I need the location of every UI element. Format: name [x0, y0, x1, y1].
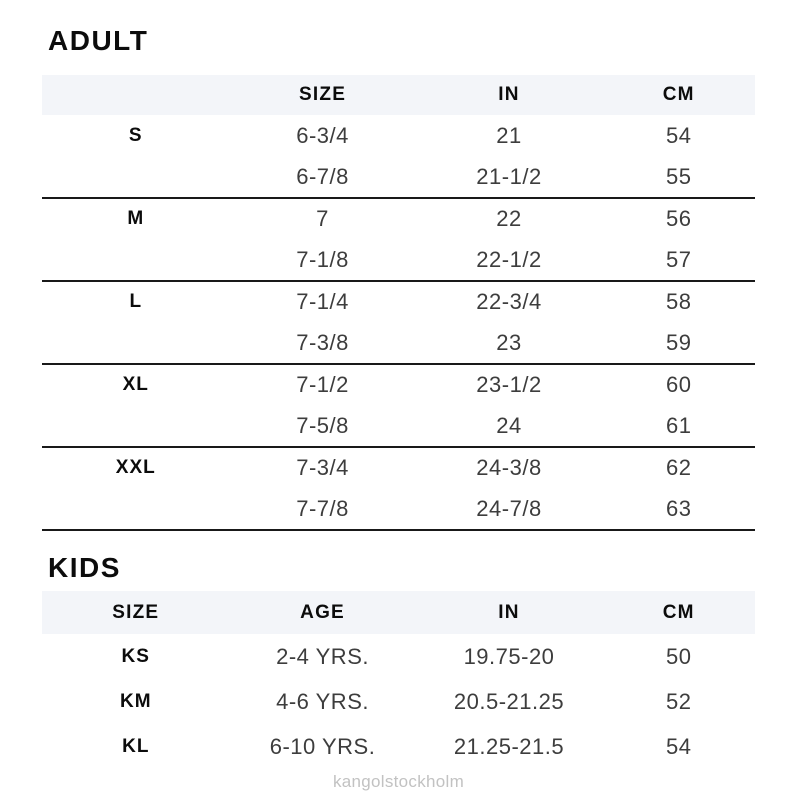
kids-size-label: KS: [121, 645, 150, 667]
table-row: [42, 406, 755, 448]
table-row: [42, 489, 755, 531]
kids-cm-value: 50: [665, 643, 692, 669]
adult-size-label: S: [128, 124, 143, 146]
kids-size-label: KM: [119, 690, 152, 712]
adult-cm-value: 61: [602, 406, 755, 448]
adult-in-value: 22: [496, 206, 522, 232]
adult-size-label: [42, 157, 230, 199]
kids-in-value: 21.25-21.5: [453, 733, 565, 759]
adult-size-value: 7-5/8: [230, 406, 416, 448]
adult-section-title: ADULT: [48, 25, 149, 56]
adult-size-value: 7-3/8: [230, 323, 416, 365]
adult-cm-value: 55: [602, 157, 755, 199]
kids-header-in: IN: [498, 601, 520, 623]
adult-cm-value: 63: [602, 489, 755, 531]
adult-size-value: 7-7/8: [230, 489, 416, 531]
table-row: [42, 240, 755, 282]
kids-header-cm: CM: [662, 601, 695, 623]
adult-size-table: [42, 75, 755, 531]
kids-in-value: 20.5-21.25: [453, 688, 565, 714]
adult-in-value: 23-1/2: [476, 372, 542, 398]
adult-header-size: SIZE: [299, 84, 347, 105]
kids-section-title: KIDS: [48, 552, 121, 583]
adult-in-value: 22-3/4: [476, 289, 542, 315]
adult-cm-value: 54: [665, 122, 692, 148]
adult-header-cm: CM: [662, 84, 695, 105]
table-row: [42, 115, 755, 157]
adult-cm-value: 58: [665, 289, 692, 315]
adult-size-label: [42, 489, 230, 531]
adult-cm-value: 59: [602, 323, 755, 365]
table-row: [42, 157, 755, 199]
kids-header-size: SIZE: [112, 601, 160, 623]
kids-size-table: [42, 591, 755, 769]
adult-cm-value: 60: [665, 372, 692, 398]
kids-header-age: AGE: [300, 601, 345, 623]
adult-size-label: XXL: [115, 457, 156, 479]
adult-size-label: [42, 406, 230, 448]
adult-size-label: XL: [122, 374, 149, 396]
adult-header-row: [42, 75, 755, 115]
adult-size-value: 7: [316, 206, 329, 232]
adult-size-value: 7-3/4: [296, 455, 349, 481]
kids-size-label: KL: [122, 735, 150, 757]
kids-age-value: 4-6 YRS.: [276, 688, 369, 714]
table-row: [42, 724, 755, 769]
adult-size-label: [42, 323, 230, 365]
adult-in-value: 24-3/8: [476, 455, 542, 481]
adult-size-label: [42, 240, 230, 282]
adult-cm-value: 62: [665, 455, 692, 481]
kids-header-row: [42, 591, 755, 634]
adult-cm-value: 56: [665, 206, 692, 232]
table-row: [42, 323, 755, 365]
adult-header-in: IN: [498, 84, 520, 105]
adult-size-label: M: [127, 208, 145, 230]
table-row: [42, 447, 755, 489]
adult-size-value: 7-1/2: [296, 372, 349, 398]
adult-in-value: 23: [416, 323, 603, 365]
adult-in-value: 24-7/8: [416, 489, 603, 531]
adult-size-value: 6-3/4: [296, 122, 349, 148]
table-row: [42, 281, 755, 323]
adult-cm-value: 57: [602, 240, 755, 282]
adult-in-value: 21: [496, 122, 522, 148]
kids-cm-value: 54: [665, 733, 692, 759]
adult-header-blank: [42, 75, 230, 115]
kids-age-value: 6-10 YRS.: [269, 733, 376, 759]
table-row: [42, 634, 755, 679]
adult-size-value: 7-1/4: [296, 289, 349, 315]
adult-size-label: L: [129, 291, 143, 313]
adult-in-value: 24: [416, 406, 603, 448]
kids-in-value: 19.75-20: [463, 643, 555, 669]
watermark: kangolstockholm: [332, 772, 465, 791]
kids-age-value: 2-4 YRS.: [276, 643, 369, 669]
adult-size-value: 6-7/8: [230, 157, 416, 199]
table-row: [42, 198, 755, 240]
adult-size-value: 7-1/8: [230, 240, 416, 282]
adult-in-value: 21-1/2: [416, 157, 603, 199]
table-row: [42, 364, 755, 406]
kids-cm-value: 52: [665, 688, 692, 714]
adult-in-value: 22-1/2: [416, 240, 603, 282]
table-row: [42, 679, 755, 724]
